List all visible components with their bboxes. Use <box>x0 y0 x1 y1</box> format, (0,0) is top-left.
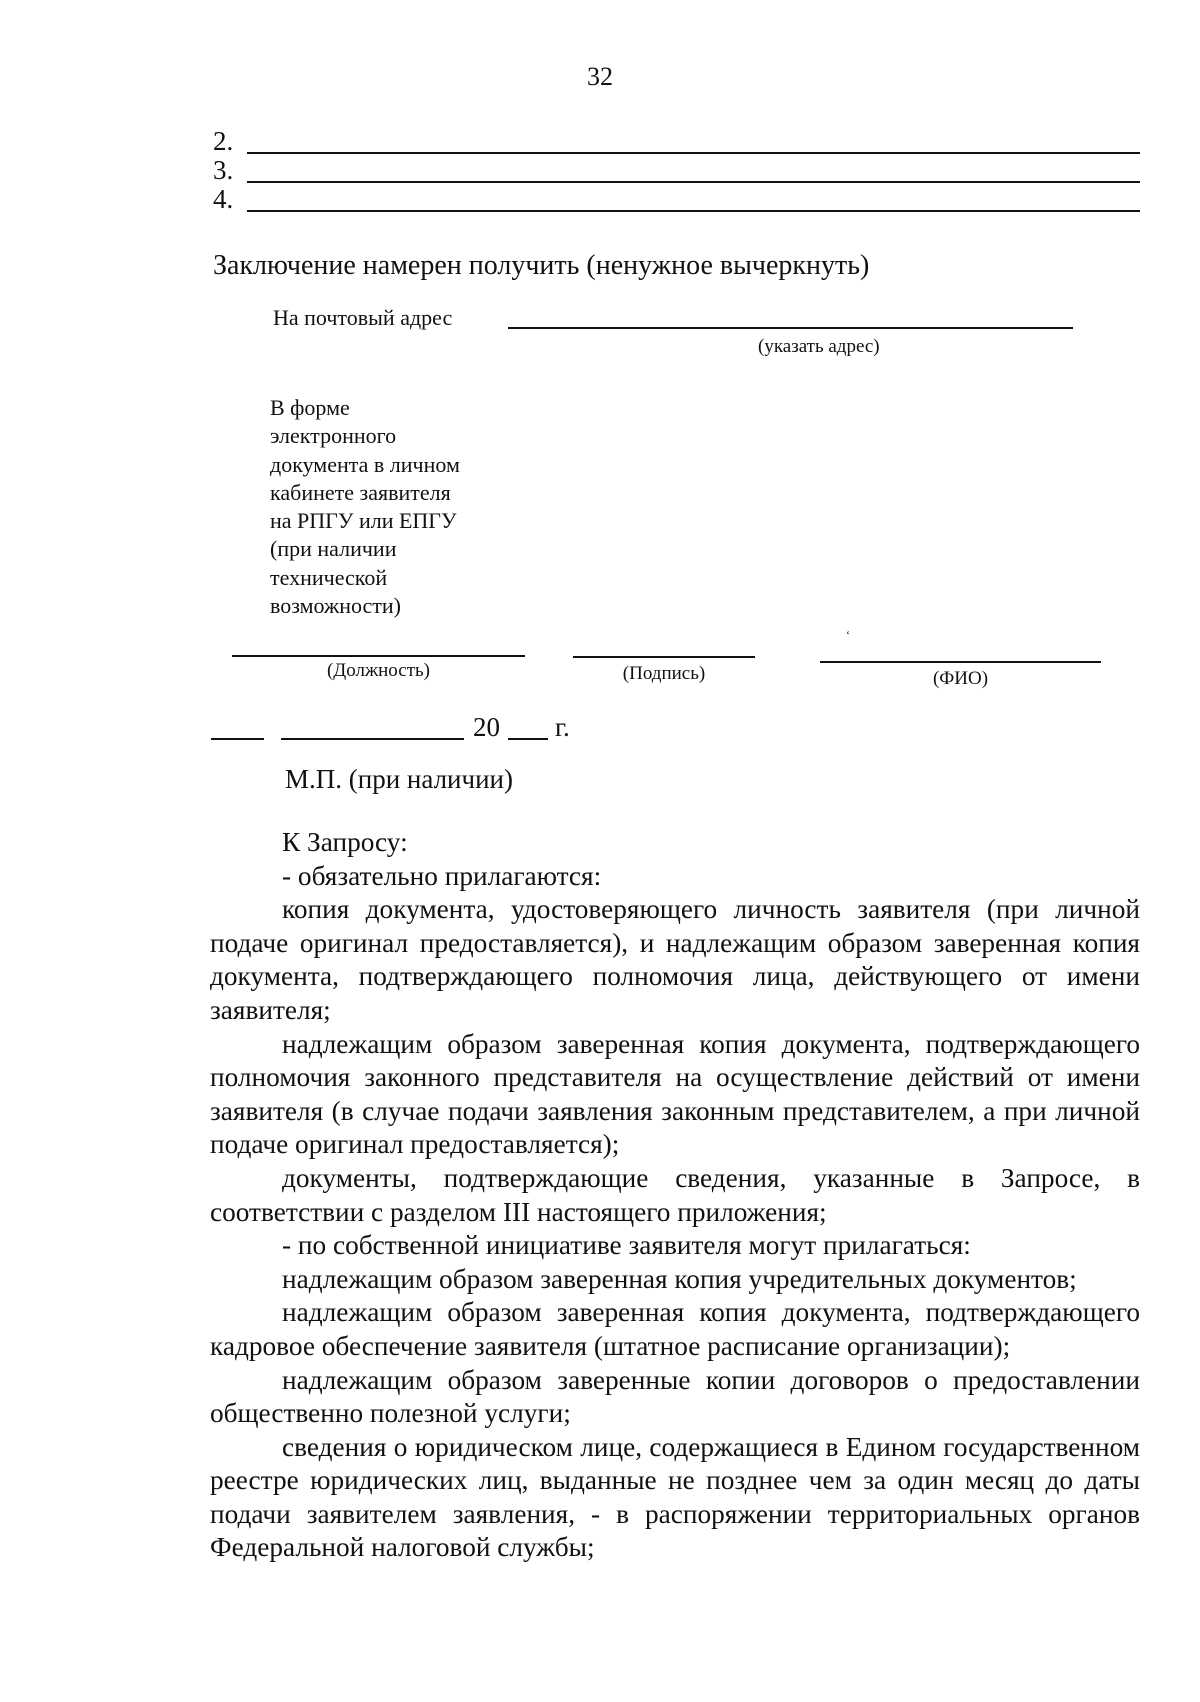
blank-field-rule <box>247 210 1140 212</box>
name-label: (ФИО) <box>932 668 989 689</box>
optional-header: - по собственной инициативе заявителя могут прилагаться: <box>282 1230 971 1261</box>
optional-item: надлежащим образом заверенные копии договоров о предоставлении общественно полезной услуги; <box>210 1364 1140 1429</box>
electronic-form-line: на РПГУ или ЕПГУ <box>270 508 457 534</box>
page-number: 32 <box>587 62 613 91</box>
name-rule <box>820 661 1101 663</box>
year-rule <box>508 738 548 740</box>
blank-field-rule <box>247 152 1140 154</box>
electronic-form-option <box>270 394 500 620</box>
electronic-form-line: технической <box>270 564 388 590</box>
postal-address-hint: (указать адрес) <box>758 336 880 357</box>
line-number: 4. <box>213 184 234 214</box>
electronic-form-line: возможности) <box>270 593 401 619</box>
year-suffix: г. <box>555 712 570 742</box>
position-rule <box>232 655 525 657</box>
electronic-form-line: (при наличии <box>270 536 397 562</box>
electronic-form-line: кабинете заявителя <box>270 479 451 505</box>
electronic-form-line: электронного <box>270 423 397 449</box>
attachments-intro: К Запросу: <box>282 827 408 857</box>
month-rule <box>281 738 464 740</box>
conclusion-heading: Заключение намерен получить (ненужное вычеркнуть) <box>213 250 870 281</box>
signature-rule <box>573 656 755 658</box>
line-number: 2. <box>213 126 234 156</box>
mandatory-item: документы, подтверждающие сведения, указанные в Запросе, в соответствии с разделом III настоящего приложения; <box>210 1162 1140 1227</box>
date-line <box>211 712 591 742</box>
line-number: 3. <box>213 155 234 185</box>
optional-item: надлежащим образом заверенная копия учредительных документов; <box>282 1263 1077 1294</box>
stray-mark: ‘ <box>846 628 850 642</box>
optional-item: надлежащим образом заверенная копия документа, подтверждающего кадровое обеспечение заявителя (штатное расписание организации); <box>210 1297 1140 1361</box>
mandatory-header: - обязательно прилагаются: <box>282 860 602 891</box>
signature-label: (Подпись) <box>622 663 706 684</box>
postal-address-label: На почтовый адрес <box>273 305 453 330</box>
electronic-form-line: документа в личном <box>270 451 460 477</box>
mandatory-item: копия документа, удостоверяющего личность заявителя (при личной подаче оригинал предоставляется), и надлежащим образом заверенная копия документа, подтверждающего полномочия лица, действующего от имени заявителя; <box>210 894 1140 1025</box>
year-prefix: 20 <box>473 712 500 742</box>
postal-address-rule <box>508 327 1073 329</box>
blank-field-rule <box>247 181 1140 183</box>
stamp-note: М.П. (при наличии) <box>285 764 513 794</box>
numbered-line-3 <box>213 155 1140 185</box>
attachments-section <box>210 826 1140 1565</box>
electronic-form-line: В форме <box>270 395 350 420</box>
numbered-line-2 <box>213 126 1140 156</box>
mandatory-item: надлежащим образом заверенная копия документа, подтверждающего полномочия законного представителя на осуществление действий от имени заявителя (в случае подачи заявления законным представителем, а при личной подаче оригинал предоставляется); <box>210 1028 1140 1160</box>
position-label: (Должность) <box>326 660 430 681</box>
numbered-line-4 <box>213 184 1140 214</box>
day-rule <box>211 738 264 740</box>
optional-item: сведения о юридическом лице, содержащиеся в Едином государственном реестре юридических лиц, выданные не позднее чем за один месяц до даты подачи заявителем заявления, - в распоряжении территориальных органов Федеральной налоговой службы; <box>210 1431 1140 1563</box>
